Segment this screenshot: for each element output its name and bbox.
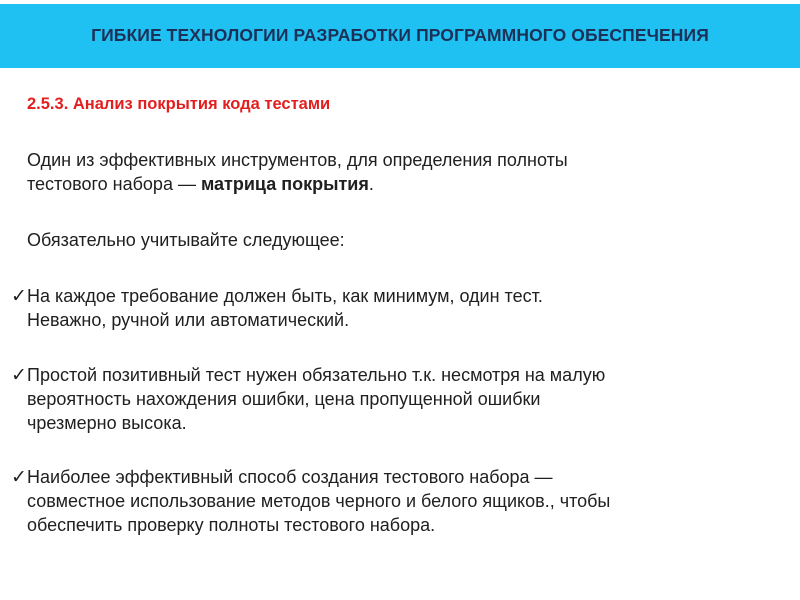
intro-line-2-prefix: тестового набора — [27,174,201,194]
check-icon: ✓ [11,466,27,488]
intro-paragraph [27,148,747,196]
check-icon: ✓ [11,364,27,386]
intro-line-1: Один из эффективных инструментов, для определения полноты [27,150,568,170]
intro-line-2 [27,172,747,196]
bullet-item-2-line-1: Простой позитивный тест нужен обязательно т.к. несмотря на малую [27,365,606,385]
header-title: ГИБКИЕ ТЕХНОЛОГИИ РАЗРАБОТКИ ПРОГРАММНОГО ОБЕСПЕЧЕНИЯ [91,24,709,45]
bullet-item-3-line-1: Наиболее эффективный способ создания тестового набора — [27,467,553,487]
consider-heading: Обязательно учитывайте следующее: [27,230,345,250]
bullet-item-3-text [27,465,767,537]
bullet-item-2-line-2: вероятность нахождения ошибки, цена пропущенной ошибки [27,389,541,409]
coverage-matrix-emphasis: матрица покрытия [200,174,369,194]
bullet-item-1-line-1: На каждое требование должен быть, как минимум, один тест. [27,286,543,306]
bullet-item-1-line-2: Неважно, ручной или автоматический. [27,310,350,330]
check-icon: ✓ [11,285,27,307]
section-title: 2.5.3. Анализ покрытия кода тестами [27,95,331,113]
bullet-item-2-line-3: чрезмерно высока. [27,413,187,433]
bullet-item-3-line-3: обеспечить проверку полноты тестового набора. [27,515,436,535]
header-band [0,4,800,68]
bullet-item-1-text [27,284,767,332]
intro-line-2-suffix: . [368,174,374,194]
bullet-item-2-text [27,363,767,435]
bullet-item-3-line-2: совместное использование методов черного и белого ящиков., чтобы [27,491,611,511]
